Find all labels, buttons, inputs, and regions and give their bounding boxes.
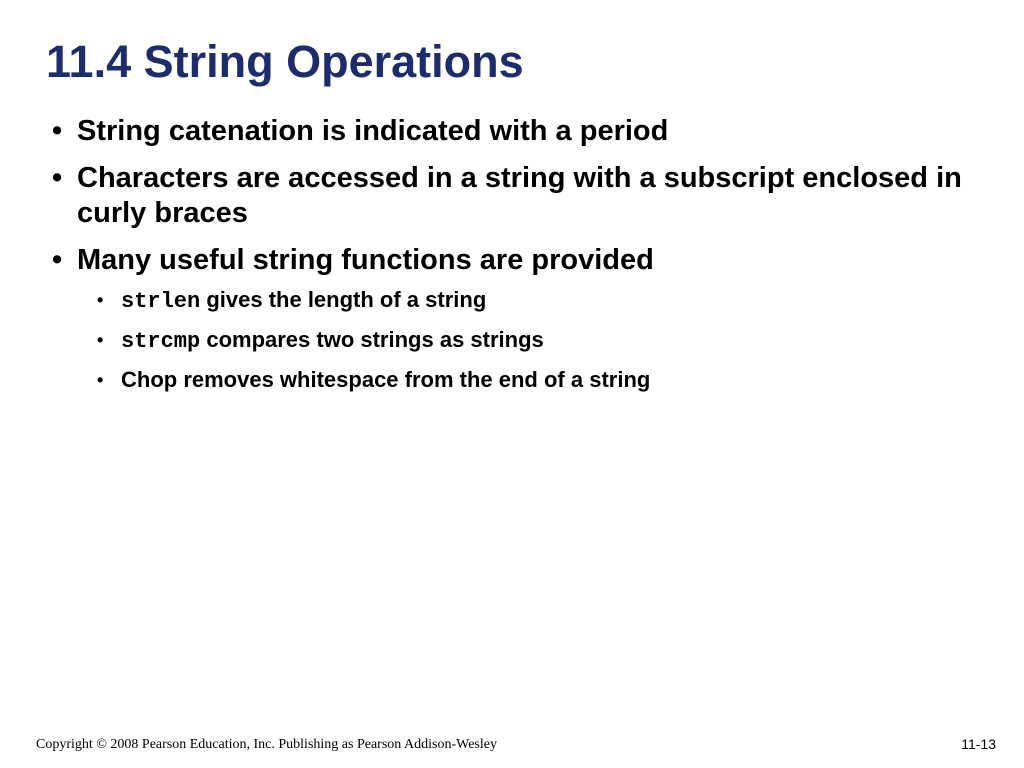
bullet-text: String catenation is indicated with a period [77,115,669,147]
bullet-text: Many useful string functions are provided [77,244,654,276]
bullet-item [46,243,986,395]
sub-bullet-marker: • [97,370,104,390]
bullet-text: Characters are accessed in a string with a subscript enclosed in curly braces [77,162,962,229]
sub-bullet-item [73,325,986,357]
bullet-marker: • [52,162,63,194]
sub-bullet-item [73,285,986,317]
function-name-strlen: strlen [121,289,201,314]
sub-bullet-text: gives the length of a string [200,287,487,312]
page-number: 11-13 [961,736,996,752]
sub-bullet-text: Chop removes whitespace from the end of a string [121,367,651,392]
slide-title: 11.4 String Operations [46,36,524,87]
bullet-list [46,114,986,407]
bullet-item [46,114,986,149]
sub-bullet-marker: • [97,290,104,310]
bullet-marker: • [52,244,63,276]
sub-bullet-item [73,365,986,395]
function-name-strcmp: strcmp [121,329,201,354]
sub-bullet-text: compares two strings as strings [200,327,544,352]
sub-bullet-marker: • [97,330,104,350]
footer-copyright: Copyright © 2008 Pearson Education, Inc. Publishing as Pearson Addison-Wesley [36,737,497,752]
bullet-item [46,161,986,231]
bullet-marker: • [52,115,63,147]
sub-bullet-list [77,285,986,395]
